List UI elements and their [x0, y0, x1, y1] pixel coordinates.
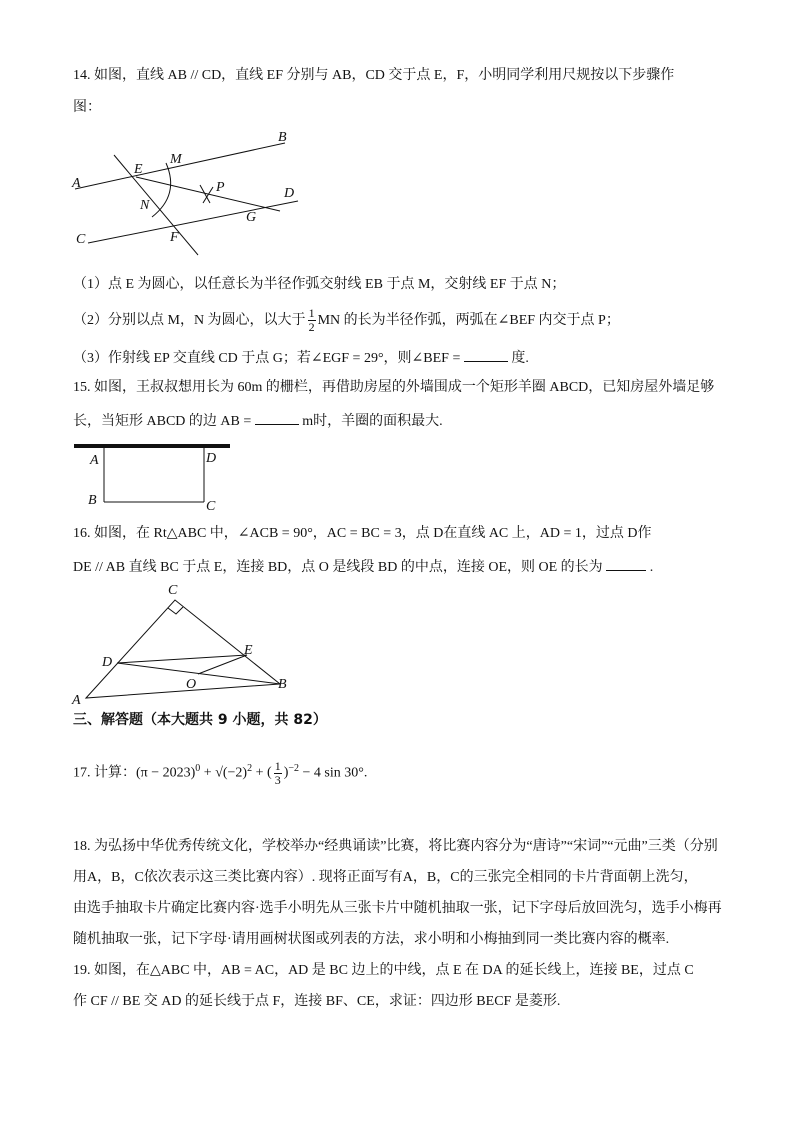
label-c: C [76, 232, 86, 247]
q16-line2 [73, 556, 653, 578]
q15-line2-post: m时，羊圈的面积最大. [302, 414, 443, 429]
q14-step2 [73, 306, 620, 336]
q14-figure [70, 125, 310, 260]
label-e: E [134, 162, 143, 177]
q16-figure [70, 580, 300, 705]
q15-line2-pre: 长，当矩形 ABCD 的边 AB = [73, 414, 252, 429]
q16-line2-post: . [649, 560, 654, 575]
label-b: B [278, 130, 287, 145]
q18-line2: 用A，B，C依次表示这三类比赛内容）. 现将正面写有A，B，C的三张完全相同的卡片背面朝上洗匀， [73, 870, 698, 885]
fraction-half-denominator: 2 [308, 320, 315, 335]
q18-line4: 随机抽取一张，记下字母·请用画树状图或列表的方法，求小明和小梅抽到同一类比赛内容的概率. [73, 932, 670, 947]
q17-post: − 4 sin 30°. [302, 765, 368, 781]
label-e: E [244, 643, 253, 658]
house-wall [74, 444, 230, 448]
q18-line3: 由选手抽取卡片确定比赛内容·选手小明先从三张卡片中随机抽取一张，记下字母后放回洗匀，选手小梅再 [73, 901, 722, 916]
q14-stem-line1: 14. 如图，直线 AB // CD，直线 EF 分别与 AB，CD 交于点 E，F，小明同学利用尺规按以下步骤作 [73, 68, 675, 83]
q15-answer-blank[interactable] [255, 410, 299, 425]
q14-step2-post: MN 的长为半径作弧，两弧在∠BEF 内交于点 P； [317, 313, 620, 328]
q14-step3-post: 度. [511, 351, 529, 366]
label-o: O [186, 677, 197, 692]
fraction-third-numerator: 1 [274, 758, 281, 773]
q17-pre: 17. 计算：(π − 2023) [73, 765, 196, 781]
label-d: D [102, 655, 113, 670]
fraction-half-numerator: 1 [308, 306, 315, 321]
label-b: B [88, 493, 97, 508]
line-ef [114, 155, 198, 255]
label-a: A [90, 453, 99, 468]
ray-ep [136, 177, 280, 211]
q17-mid1: + √(−2) [203, 765, 248, 781]
q14-stem-line2: 图： [73, 100, 101, 115]
q17-exp0: 0 [195, 763, 201, 774]
label-a: A [72, 176, 81, 191]
right-angle-mark [168, 607, 183, 614]
fraction-third [274, 760, 282, 787]
label-n: N [140, 198, 150, 213]
q17-paren-close: ) [283, 765, 289, 781]
q19-line2: 作 CF // BE 交 AD 的延长线于点 F，连接 BF、CE，求证：四边形 BECF 是菱形. [73, 994, 561, 1009]
section-heading: 三、解答题（本大题共 9 小题，共 82） [73, 712, 327, 728]
q16-line2-pre: DE // AB 直线 BC 于点 E，连接 BD，点 O 是线段 BD 的中点，连接 OE，则 OE 的长为 [73, 560, 603, 575]
label-d: D [284, 186, 295, 201]
label-c: C [168, 583, 178, 598]
label-m: M [170, 152, 182, 167]
q17-mid2: + [255, 765, 264, 781]
label-p: P [216, 180, 225, 195]
q17-expression [73, 754, 367, 789]
q16-answer-blank[interactable] [606, 556, 646, 571]
label-g: G [246, 210, 257, 225]
label-c: C [206, 499, 216, 514]
q19-line1: 19. 如图，在△ABC 中，AB = AC，AD 是 BC 边上的中线，点 E 在 DA 的延长线上，连接 BE，过点 C [73, 963, 694, 978]
q14-step1: （1）点 E 为圆心，以任意长为半径作弧交射线 EB 于点 M，交射线 EF 于点 N； [73, 277, 566, 292]
q17-exp2: 2 [247, 763, 253, 774]
segment-de [117, 655, 247, 663]
q18-line1: 18. 为弘扬中华优秀传统文化，学校举办“经典诵读”比赛，将比赛内容分为“唐诗”“宋词”“元曲”三类（分别 [73, 839, 718, 854]
label-d: D [206, 451, 217, 466]
q14-step2-pre: （2）分别以点 M，N 为圆心，以大于 [73, 313, 306, 328]
label-f: F [170, 230, 179, 245]
q17-exp-neg2: −2 [288, 763, 299, 774]
label-a: A [72, 693, 81, 705]
q15-line1: 15. 如图，王叔叔想用长为 60m 的栅栏，再借助房屋的外墙围成一个矩形羊圈 ABCD，已知房屋外墙足够 [73, 380, 715, 395]
fraction-third-denominator: 3 [274, 772, 281, 787]
q15-line2 [73, 410, 443, 432]
q14-step3-pre: （3）作射线 EP 交直线 CD 于点 G；若∠EGF = 29°，则∠BEF = [73, 351, 461, 366]
label-b: B [278, 677, 287, 692]
fraction-half [308, 307, 316, 334]
q17-paren: ( [267, 765, 272, 781]
q14-step3 [73, 347, 529, 369]
q14-answer-blank[interactable] [464, 347, 508, 362]
q16-line1: 16. 如图，在 Rt△ABC 中，∠ACB = 90°，AC = BC = 3，点 D在直线 AC 上，AD = 1，过点 D作 [73, 526, 652, 541]
q15-figure [72, 440, 242, 515]
